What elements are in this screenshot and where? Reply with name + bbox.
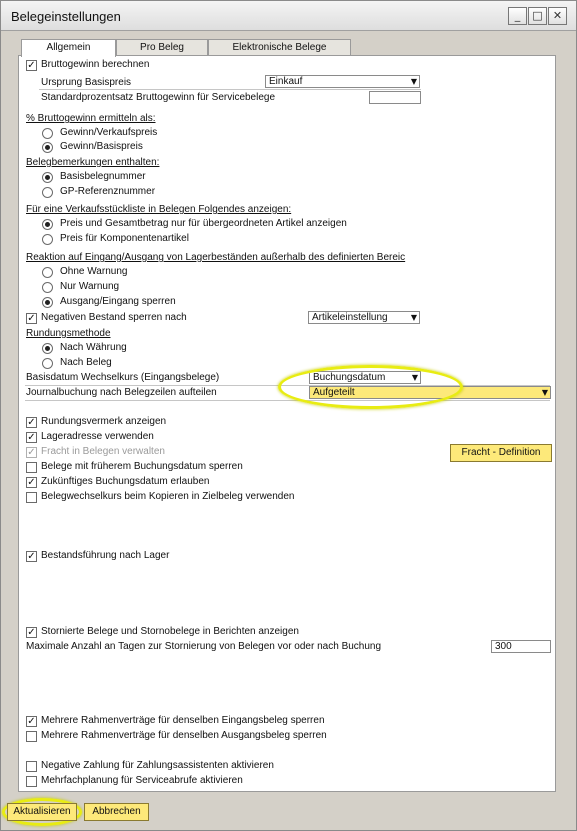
radio-no-warning[interactable] bbox=[42, 267, 53, 278]
chevron-down-icon: ▼ bbox=[541, 388, 548, 397]
earlier-posting-date-label: Belege mit früherem Buchungsdatum sperren bbox=[41, 461, 243, 472]
window-title: Belegeinstellungen bbox=[11, 9, 121, 24]
radio-parent-price[interactable] bbox=[42, 219, 53, 230]
radio-base-doc-number-label: Basisbelegnummer bbox=[60, 171, 146, 182]
radio-no-warning-label: Ohne Warnung bbox=[60, 266, 128, 277]
general-panel bbox=[18, 55, 556, 792]
negative-stock-select[interactable] bbox=[308, 311, 420, 324]
negative-stock-checkbox[interactable]: ✓ bbox=[27, 313, 36, 324]
radio-bp-reference[interactable] bbox=[42, 187, 53, 198]
multi-scheduling-checkbox[interactable] bbox=[26, 776, 37, 787]
journal-split-label: Journalbuchung nach Belegzeilen aufteilen bbox=[26, 387, 217, 398]
radio-by-currency-label: Nach Währung bbox=[60, 342, 127, 353]
radio-gross-sales-price-label: Gewinn/Verkaufspreis bbox=[60, 127, 158, 138]
maximize-button[interactable]: □ bbox=[528, 7, 547, 25]
minimize-button[interactable]: _ bbox=[508, 7, 527, 25]
cancel-button[interactable]: Abbrechen bbox=[84, 803, 149, 821]
warehouse-address-label: Lageradresse verwenden bbox=[41, 431, 154, 442]
origin-base-price-label: Ursprung Basispreis bbox=[41, 77, 132, 88]
tab-elektronische-belege[interactable]: Elektronische Belege bbox=[208, 39, 351, 56]
rounding-note-checkbox[interactable]: ✓ bbox=[27, 417, 36, 428]
doc-exchange-rate-label: Belegwechselkurs beim Kopieren in Zielbeleg verwenden bbox=[41, 491, 295, 502]
freight-checkbox[interactable]: ✓ bbox=[27, 447, 36, 458]
future-posting-date-checkbox[interactable]: ✓ bbox=[27, 477, 36, 488]
chevron-down-icon: ▼ bbox=[410, 313, 417, 322]
negative-payment-label: Negative Zahlung für Zahlungsassistenten aktivieren bbox=[41, 760, 274, 771]
radio-warning-only[interactable] bbox=[42, 282, 53, 293]
tab-pro-beleg[interactable]: Pro Beleg bbox=[116, 39, 208, 56]
gross-profit-checkbox[interactable]: ✓ bbox=[27, 60, 36, 71]
origin-base-price-select[interactable] bbox=[265, 75, 420, 88]
framework-outbound-label: Mehrere Rahmenverträge für denselben Ausgangsbeleg sperren bbox=[41, 730, 327, 741]
radio-gross-base-price[interactable] bbox=[42, 142, 53, 153]
radio-by-currency[interactable] bbox=[42, 343, 53, 354]
doc-exchange-rate-checkbox[interactable] bbox=[26, 492, 37, 503]
radio-base-doc-number[interactable] bbox=[42, 172, 53, 183]
chevron-down-icon: ▼ bbox=[410, 77, 417, 86]
max-days-input[interactable]: 300 bbox=[491, 640, 551, 653]
warehouse-inventory-label: Bestandsführung nach Lager bbox=[41, 550, 170, 561]
negative-stock-value: Artikeleinstellung bbox=[312, 312, 388, 323]
radio-block-release[interactable] bbox=[42, 297, 53, 308]
sales-bom-header: Für eine Verkaufsstückliste in Belegen Folgendes anzeigen: bbox=[26, 204, 292, 215]
framework-inbound-checkbox[interactable]: ✓ bbox=[27, 716, 36, 727]
framework-inbound-label: Mehrere Rahmenverträge für denselben Eingangsbeleg sperren bbox=[41, 715, 325, 726]
max-days-label: Maximale Anzahl an Tagen zur Stornierung von Belegen vor oder nach Buchung bbox=[26, 641, 382, 652]
tab-allgemein[interactable]: Allgemein bbox=[21, 39, 116, 57]
rounding-header: Rundungsmethode bbox=[26, 328, 111, 339]
radio-component-price-label: Preis für Komponentenartikel bbox=[60, 233, 189, 244]
freight-label: Fracht in Belegen verwalten bbox=[41, 446, 165, 457]
divider bbox=[39, 89, 421, 90]
stock-reaction-header: Reaktion auf Eingang/Ausgang von Lagerbeständen außerhalb des definierten Bereic bbox=[26, 252, 406, 263]
multi-scheduling-label: Mehrfachplanung für Serviceabrufe aktivieren bbox=[41, 775, 243, 786]
radio-block-release-label: Ausgang/Eingang sperren bbox=[60, 296, 176, 307]
service-gross-pct-input[interactable] bbox=[369, 91, 421, 104]
radio-by-document-label: Nach Beleg bbox=[60, 357, 112, 368]
titlebar[interactable] bbox=[1, 1, 576, 31]
radio-by-document[interactable] bbox=[42, 358, 53, 369]
warehouse-address-checkbox[interactable]: ✓ bbox=[27, 432, 36, 443]
cancelled-docs-label: Stornierte Belege und Stornobelege in Berichten anzeigen bbox=[41, 626, 299, 637]
exchange-rate-label: Basisdatum Wechselkurs (Eingangsbelege) bbox=[26, 372, 220, 383]
journal-split-value: Aufgeteilt bbox=[313, 387, 355, 398]
radio-warning-only-label: Nur Warnung bbox=[60, 281, 120, 292]
radio-parent-price-label: Preis und Gesamtbetrag nur für übergeordneten Artikel anzeigen bbox=[60, 218, 347, 229]
origin-base-price-value: Einkauf bbox=[269, 76, 303, 87]
radio-gross-sales-price[interactable] bbox=[42, 128, 53, 139]
close-button[interactable]: ✕ bbox=[548, 7, 567, 25]
future-posting-date-label: Zukünftiges Buchungsdatum erlauben bbox=[41, 476, 210, 487]
radio-bp-reference-label: GP-Referenznummer bbox=[60, 186, 156, 197]
cancelled-docs-checkbox[interactable]: ✓ bbox=[27, 627, 36, 638]
pct-gross-header: % Bruttogewinn ermitteln als: bbox=[26, 113, 156, 124]
warehouse-inventory-checkbox[interactable]: ✓ bbox=[27, 551, 36, 562]
remarks-header: Belegbemerkungen enthalten: bbox=[26, 157, 160, 168]
radio-component-price[interactable] bbox=[42, 234, 53, 245]
framework-outbound-checkbox[interactable] bbox=[26, 731, 37, 742]
gross-profit-label: Bruttogewinn berechnen bbox=[41, 59, 150, 70]
negative-stock-label: Negativen Bestand sperren nach bbox=[41, 312, 187, 323]
rounding-note-label: Rundungsvermerk anzeigen bbox=[41, 416, 167, 427]
service-gross-pct-label: Standardprozentsatz Bruttogewinn für Servicebelege bbox=[41, 92, 276, 103]
radio-gross-base-price-label: Gewinn/Basispreis bbox=[60, 141, 143, 152]
freight-definition-button[interactable]: Fracht - Definition bbox=[450, 444, 552, 462]
update-button[interactable]: Aktualisieren bbox=[7, 803, 77, 821]
negative-payment-checkbox[interactable] bbox=[26, 761, 37, 772]
exchange-rate-value: Buchungsdatum bbox=[313, 372, 386, 383]
earlier-posting-date-checkbox[interactable] bbox=[26, 462, 37, 473]
chevron-down-icon: ▼ bbox=[411, 373, 418, 382]
divider bbox=[25, 400, 550, 401]
highlight-ellipse bbox=[278, 365, 463, 409]
